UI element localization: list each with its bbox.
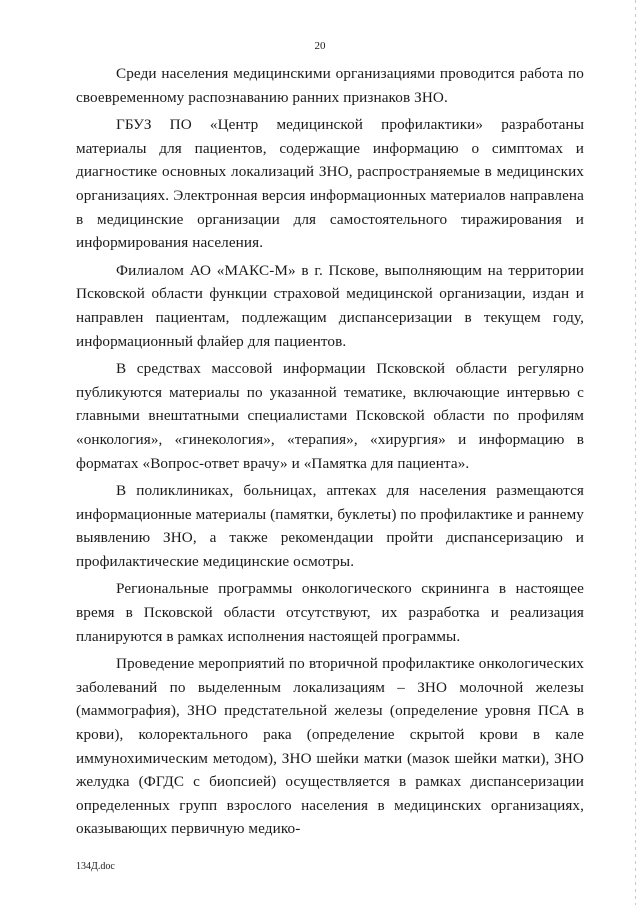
paragraph: В поликлиниках, больницах, аптеках для населения размещаются информационные материалы (памятки, буклеты) по профилактике и раннему выявлению ЗНО, а также рекомендации пройти диспансеризацию и профилактические медицинские осмотры. <box>76 482 584 570</box>
paragraph: Проведение мероприятий по вторичной профилактике онкологических заболеваний по выделенным локализациям – ЗНО молочной железы (маммография), ЗНО предстательной железы (определение уровня ПСА в крови), колоректального рака (определение скрытой крови в кале иммунохимическим методом), ЗНО шейки матки (мазок шейки матки), ЗНО желудка (ФГДС с биопсией) осуществляется в рамках диспансеризации определенных групп взрослого населения в медицинских организациях, оказывающих первичную медико- <box>76 655 584 838</box>
document-body <box>76 62 584 845</box>
paragraph: Региональные программы онкологического скрининга в настоящее время в Псковской области отсутствуют, их разработка и реализация планируются в рамках исполнения настоящей программы. <box>76 580 584 645</box>
footer-filename: 134Д.doc <box>76 861 115 872</box>
paragraph: ГБУЗ ПО «Центр медицинской профилактики» разработаны материалы для пациентов, содержащие информацию о симптомах и диагностике основных локализаций ЗНО, распространяемые в медицинских организациях. Электронная версия информационных материалов направлена в медицинские организации для самостоятельного тиражирования и информирования населения. <box>76 116 584 252</box>
scan-edge-line <box>635 0 636 905</box>
paragraph: Филиалом АО «МАКС-М» в г. Пскове, выполняющим на территории Псковской области функции страховой медицинской организации, издан и направлен пациентам, подлежащим диспансеризации в текущем году, информационный флайер для пациентов. <box>76 261 584 350</box>
page-number: 20 <box>314 40 326 52</box>
paragraph: В средствах массовой информации Псковской области регулярно публикуются материалы по указанной тематике, включающие интервью с главными внештатными специалистами Псковской области по профилям «онкология», «гинекология», «терапия», «хирургия» и информацию в форматах «Вопрос-ответ врачу» и «Памятка для пациента». <box>76 360 584 472</box>
paragraph: Среди населения медицинскими организациями проводится работа по своевременному распознаванию ранних признаков ЗНО. <box>76 65 584 106</box>
